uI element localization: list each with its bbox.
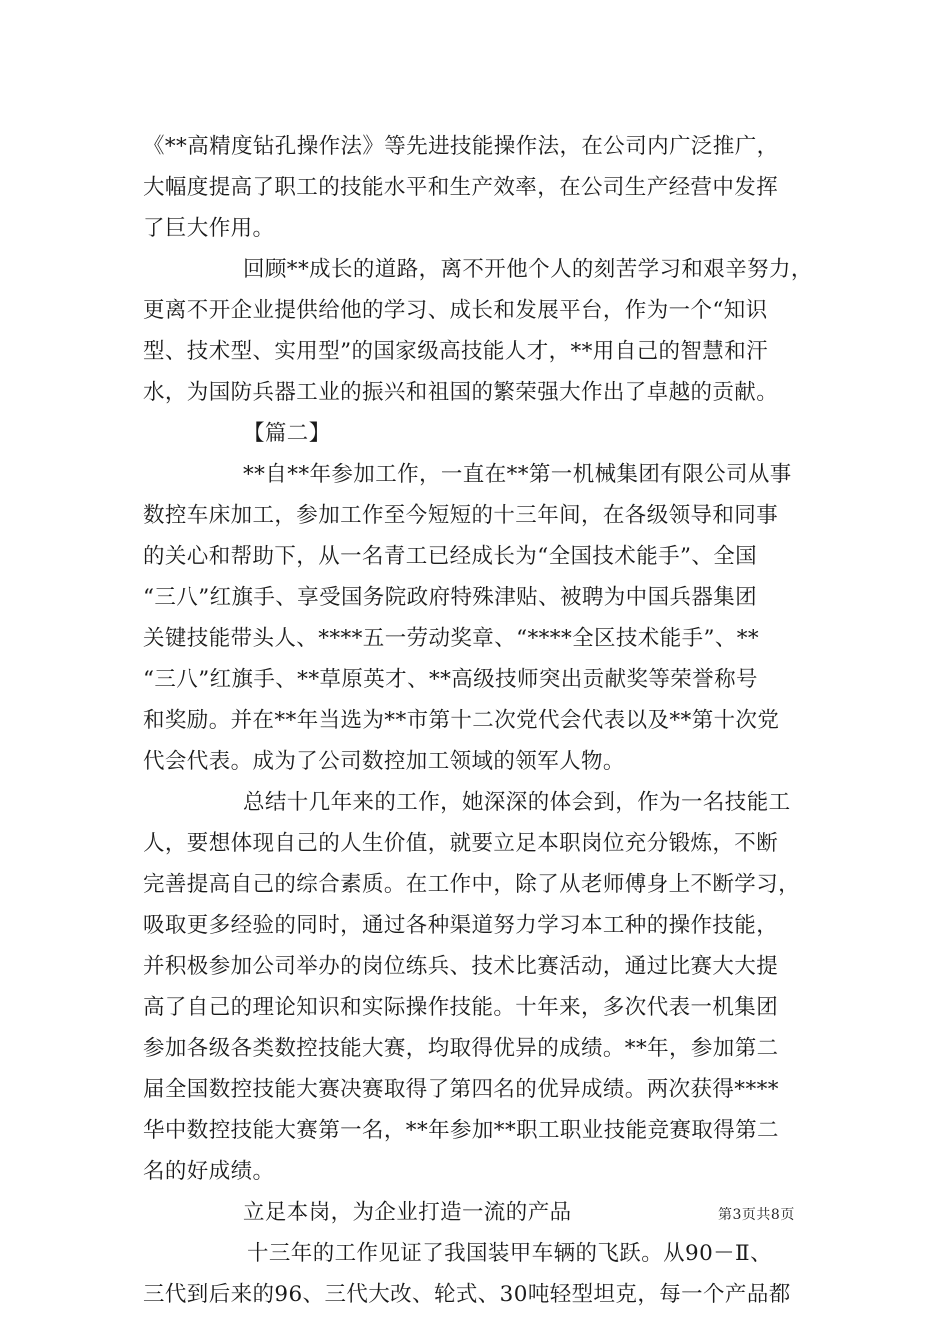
text-line: **自**年参加工作，一直在**第一机械集团有限公司从事 xyxy=(243,462,792,487)
paragraph-4 xyxy=(143,782,811,1192)
text-line: 高了自己的理论知识和实际操作技能。十年来，多次代表一机集团 xyxy=(143,995,779,1020)
page-number-footer: 第3页共8页 xyxy=(718,1207,795,1223)
text-line: 了巨大作用。 xyxy=(143,216,275,241)
section-title: 【篇二】 xyxy=(243,421,331,446)
text-line: 型、技术型、实用型”的国家级高技能人才，**用自己的智慧和汗 xyxy=(143,339,768,364)
text-line: 华中数控技能大赛第一名，**年参加**职工职业技能竞赛取得第二 xyxy=(143,1118,779,1143)
paragraph-1 xyxy=(143,126,811,249)
text-line: 和奖励。并在**年当选为**市第十二次党代会代表以及**第十次党 xyxy=(143,708,780,733)
text-line: 数控车床加工，参加工作至今短短的十三年间，在各级领导和同事 xyxy=(143,503,779,528)
text-line: 总结十几年来的工作，她深深的体会到，作为一名技能工 xyxy=(243,790,791,815)
text-line: 人，要想体现自己的人生价值，就要立足本职岗位充分锻炼，不断 xyxy=(143,831,779,856)
paragraph-2 xyxy=(143,249,811,413)
text-line: 吸取更多经验的同时，通过各种渠道努力学习本工种的操作技能， xyxy=(143,913,779,938)
text-line: 大幅度提高了职工的技能水平和生产效率，在公司生产经营中发挥 xyxy=(143,175,779,200)
subheading xyxy=(143,1192,811,1233)
text-line: 届全国数控技能大赛决赛取得了第四名的优异成绩。两次获得**** xyxy=(143,1077,779,1102)
document-body xyxy=(143,126,811,1315)
text-line: 三代到后来的96、三代大改、轮式、30吨轻型坦克，每一个产品都 xyxy=(143,1282,791,1307)
section-heading xyxy=(143,413,811,454)
text-line: 名的好成绩。 xyxy=(143,1159,275,1184)
text-line: 水，为国防兵器工业的振兴和祖国的繁荣强大作出了卓越的贡献。 xyxy=(143,380,779,405)
paragraph-5 xyxy=(143,1233,811,1315)
text-line: 十三年的工作见证了我国装甲车辆的飞跃。从90－Ⅱ、 xyxy=(247,1241,772,1266)
text-line: 参加各级各类数控技能大赛，均取得优异的成绩。**年，参加第二 xyxy=(143,1036,779,1061)
text-line: 回顾**成长的道路，离不开他个人的刻苦学习和艰辛努力， xyxy=(243,257,813,282)
text-line: 完善提高自己的综合素质。在工作中，除了从老师傅身上不断学习， xyxy=(143,872,801,897)
text-line: 关键技能带头人、****五一劳动奖章、“****全区技术能手”、** xyxy=(143,626,760,651)
text-line: “三八”红旗手、**草原英才、**高级技师突出贡献奖等荣誉称号 xyxy=(143,667,758,692)
text-line: 并积极参加公司举办的岗位练兵、技术比赛活动，通过比赛大大提 xyxy=(143,954,779,979)
text-line: 代会代表。成为了公司数控加工领域的领军人物。 xyxy=(143,749,625,774)
text-line: 的关心和帮助下，从一名青工已经成长为“全国技术能手”、全国 xyxy=(143,544,758,569)
text-line: 《**高精度钻孔操作法》等先进技能操作法，在公司内广泛推广， xyxy=(143,134,779,159)
paragraph-3 xyxy=(143,454,811,782)
text-line: 更离不开企业提供给他的学习、成长和发展平台，作为一个“知识 xyxy=(143,298,768,323)
subheading-text: 立足本岗，为企业打造一流的产品 xyxy=(243,1200,572,1225)
text-line: “三八”红旗手、享受国务院政府特殊津贴、被聘为中国兵器集团 xyxy=(143,585,758,610)
